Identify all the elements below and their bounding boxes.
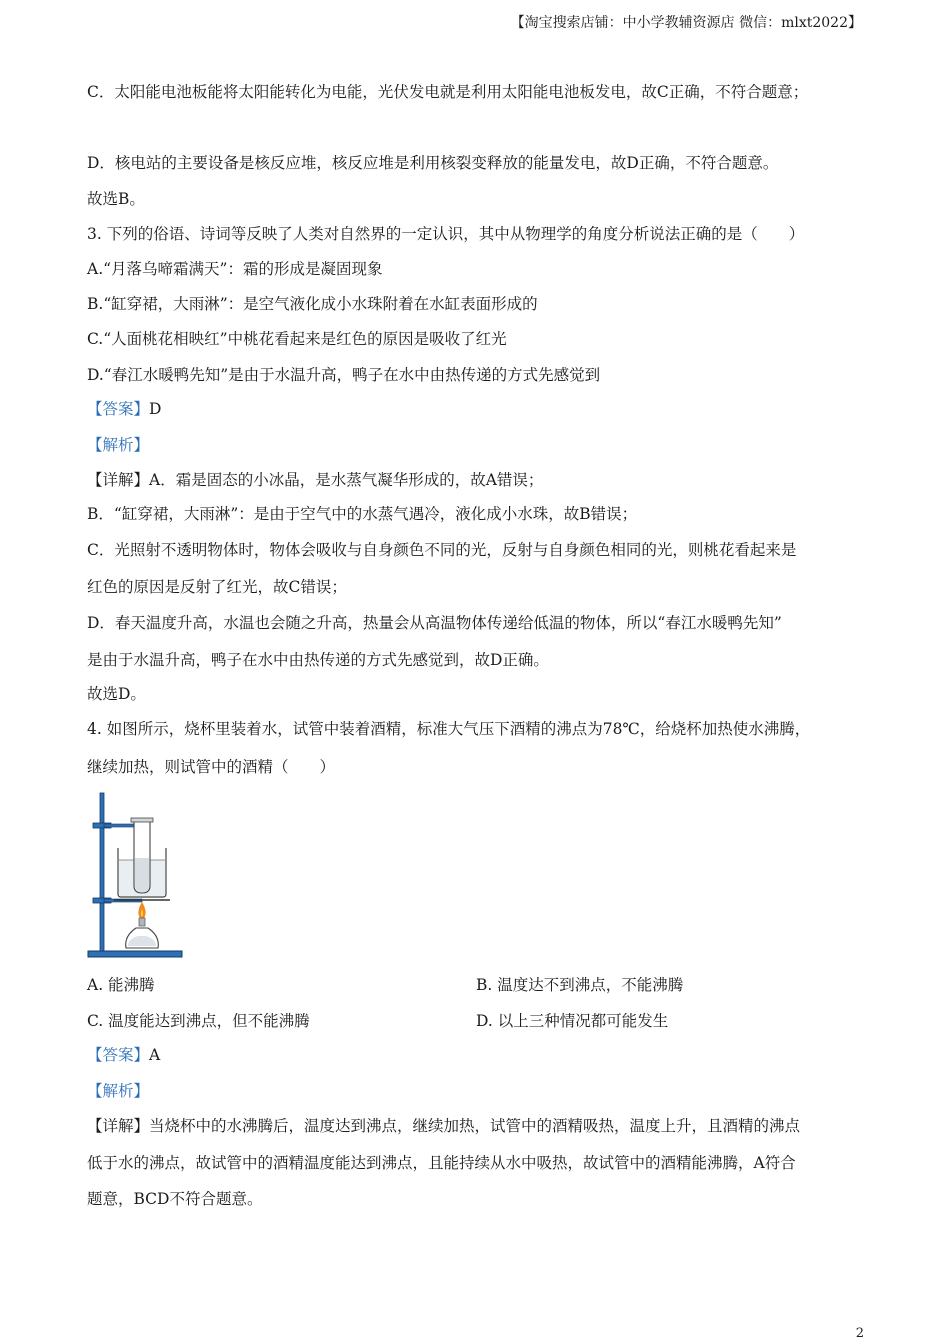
q2-select: 故选B。 [87, 190, 145, 208]
q4-detail-1 [87, 1115, 800, 1137]
q4-option-a: A. 能沸腾 [87, 976, 155, 994]
q4-analysis-tag: 【解析】 [87, 1082, 150, 1100]
page-number: 2 [855, 1326, 864, 1341]
q3-option-d: D.“春江水暖鸭先知”是由于水温升高，鸭子在水中由热传递的方式先感觉到 [87, 366, 601, 384]
q3-detail-c2: 红色的原因是反射了红光，故C错误； [87, 578, 347, 596]
q3-option-c: C.“人面桃花相映红”中桃花看起来是红色的原因是吸收了红光 [87, 330, 507, 348]
q3-detail-a [87, 469, 543, 491]
q3-detail-c1: C．光照射不透明物体时，物体会吸收与自身颜色不同的光，反射与自身颜色相同的光，则桃花看起来是 [87, 541, 797, 559]
q4-stem-1: 4. 如图所示，烧杯里装着水，试管中装着酒精，标准大气压下酒精的沸点为78℃，给烧杯加热使水沸腾， [87, 720, 811, 738]
q3-option-a: A.“月落乌啼霜满天”：霜的形成是凝固现象 [87, 260, 383, 278]
answer-value: A [149, 1046, 161, 1064]
q4-stem-2: 继续加热，则试管中的酒精（ ） [87, 758, 336, 776]
answer-tag: 【答案】 [87, 1046, 150, 1064]
q3-option-b: B.“缸穿裙，大雨淋”：是空气液化成小水珠附着在水缸表面形成的 [87, 295, 538, 313]
q2-explain-d: D．核电站的主要设备是核反应堆，核反应堆是利用核裂变释放的能量发电，故D正确，不符合题意。 [87, 154, 779, 172]
q3-detail-d1: D．春天温度升高，水温也会随之升高，热量会从高温物体传递给低温的物体，所以“春江水暖鸭先知” [87, 614, 782, 632]
q4-option-b: B. 温度达不到沸点，不能沸腾 [476, 976, 684, 994]
page-header: 【淘宝搜索店铺：中小学教辅资源店 微信：mlxt2022】 [510, 15, 862, 31]
lab-apparatus-figure [86, 790, 184, 960]
q4-option-d: D. 以上三种情况都可能发生 [476, 1012, 669, 1030]
detail-text: 当烧杯中的水沸腾后，温度达到沸点，继续加热，试管中的酒精吸热，温度上升，且酒精的沸点 [149, 1117, 801, 1135]
detail-text: A．霜是固态的小冰晶，是水蒸气凝华形成的，故A错误； [149, 471, 544, 489]
detail-tag: 【详解】 [87, 471, 150, 489]
q4-detail-2: 低于水的沸点，故试管中的酒精温度能达到沸点，且能持续从水中吸热，故试管中的酒精能沸腾，A符合 [87, 1154, 796, 1172]
q3-analysis-tag: 【解析】 [87, 436, 150, 454]
detail-tag: 【详解】 [87, 1117, 150, 1135]
q2-explain-c: C．太阳能电池板能将太阳能转化为电能，光伏发电就是利用太阳能电池板发电，故C正确，不符合题意； [87, 83, 809, 101]
q4-answer [87, 1044, 160, 1066]
q4-option-c: C. 温度能达到沸点，但不能沸腾 [87, 1012, 310, 1030]
q3-answer [87, 398, 161, 420]
q3-detail-d2: 是由于水温升高，鸭子在水中由热传递的方式先感觉到，故D正确。 [87, 651, 549, 669]
q4-detail-3: 题意，BCD不符合题意。 [87, 1190, 263, 1208]
q3-stem: 3. 下列的俗语、诗词等反映了人类对自然界的一定认识，其中从物理学的角度分析说法正确的是（ ） [87, 225, 805, 243]
answer-value: D [149, 400, 162, 418]
answer-tag: 【答案】 [87, 400, 150, 418]
q3-select: 故选D。 [87, 685, 146, 703]
q3-detail-b: B．“缸穿裙，大雨淋”：是由于空气中的水蒸气遇冷，液化成小水珠，故B错误； [87, 505, 638, 523]
